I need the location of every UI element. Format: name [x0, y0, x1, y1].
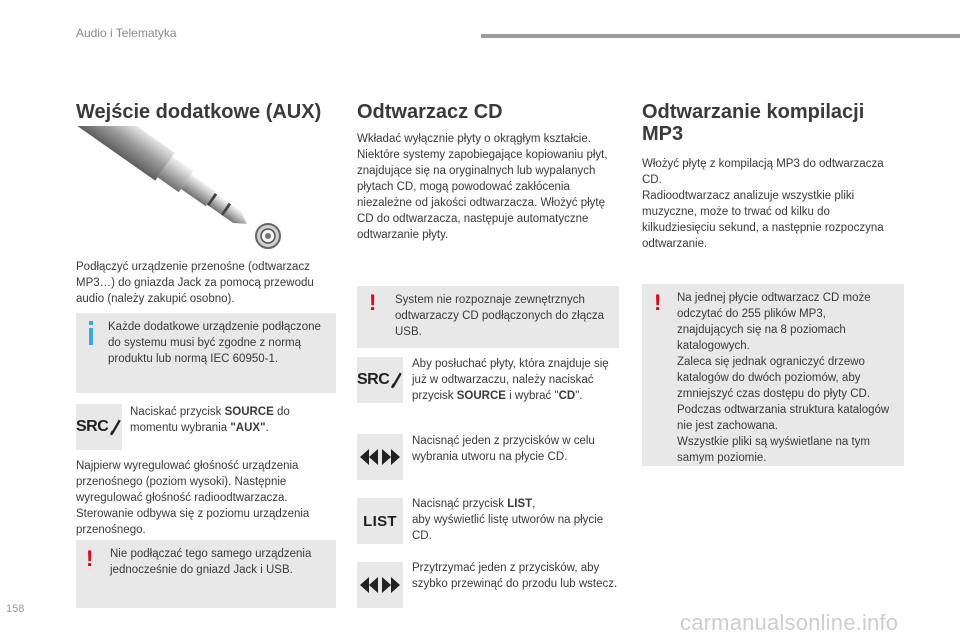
info-icon: [89, 321, 93, 325]
fast-seek-buttons-icon: [357, 562, 403, 608]
warning-icon: !: [86, 546, 94, 571]
mp3-warning-box: [642, 284, 904, 466]
watermark: carmanualsonline.info: [680, 610, 899, 635]
source-end: .: [265, 422, 269, 434]
src-swoosh-icon: [391, 371, 403, 389]
jack-plug-illustration: [78, 126, 288, 250]
list-icon-label: LIST: [363, 512, 397, 530]
aux-info-text: Każde dodatkowe urządzenie podłączone do systemu musi być zgodne z normą produktu lub normą IEC 60950-1.: [108, 321, 321, 365]
warning-icon: !: [369, 290, 377, 315]
cd-list-bold: LIST: [507, 498, 533, 510]
aux-intro: Podłączyć urządzenie przenośne (odtwarzacz MP3…) do gniazda Jack za pomocą przewodu audio (należy zakupić osobno).: [76, 261, 314, 305]
cd-intro: Wkładać wyłącznie płyty o okrągłym kształcie. Niektóre systemy zapobiegające kopiowaniu płyt, znajdujące się na oryginalnych lub wypalanych płytach CD, mogą powodować zakłócenia niezależne od jakości odtwarzacza. Włożyć płytę CD do odtwarzacza, następuje automatyczne odtwarzanie płyty.: [357, 133, 608, 241]
list-button-icon: [357, 498, 403, 544]
warning-icon: !: [654, 290, 662, 315]
info-icon-bar: [89, 328, 93, 345]
cd-source-value: CD: [558, 390, 576, 402]
source-bold: SOURCE: [224, 406, 274, 418]
header-title: Audio i Telematyka: [76, 26, 177, 40]
cd-list-pre: Nacisnąć przycisk: [412, 498, 508, 510]
cd-source-pre: Aby posłuchać płyty, która znajduje się już w odtwarzaczu, należy naciskać przycisk: [412, 358, 609, 402]
source-pre: Naciskać przycisk: [130, 406, 225, 418]
aux-adjust: Najpierw wyregulować głośność urządzenia przenośnego (poziom wysoki). Następnie wyregulować głośność radioodtwarzacza. Sterowanie odbywa się z poziomu urządzenia przenośnego.: [76, 460, 310, 536]
cd-source-text: [412, 356, 618, 404]
cd-track-text: Nacisnąć jeden z przycisków w celu wybrania utworu na płycie CD.: [412, 435, 595, 463]
source-value: "AUX": [230, 422, 266, 434]
cd-source-end: ".: [575, 390, 583, 402]
source-mid: do momentu wybrania: [130, 406, 290, 434]
cd-seek-text: Przytrzymać jeden z przycisków, aby szybko przewinąć do przodu lub wstecz.: [412, 562, 618, 590]
cd-list-end: , aby wyświetlić listę utworów na płycie CD.: [412, 498, 604, 542]
cd-source-bold: SOURCE: [456, 390, 506, 402]
cd-warning-text: System nie rozpoznaje zewnętrznych odtwarzaczy CD podłączonych do złącza USB.: [395, 294, 605, 338]
header-bar: [481, 34, 960, 38]
cd-list-text: [412, 496, 618, 544]
aux-info-box: [76, 313, 336, 393]
track-skip-buttons-icon: [357, 434, 403, 480]
aux-source-text: [130, 404, 330, 436]
cd-source-mid: i wybrać ": [505, 390, 559, 402]
aux-warning-text: Nie podłączać tego samego urządzenia jednocześnie do gniazd Jack i USB.: [110, 548, 312, 576]
cd-heading: Odtwarzacz CD: [357, 101, 503, 123]
aux-warning-box: [76, 540, 336, 608]
cd-warning-box: [357, 286, 619, 348]
mp3-heading: Odtwarzanie kompilacji MP3: [642, 101, 865, 145]
source-button-icon: [76, 404, 122, 450]
aux-heading: Wejście dodatkowe (AUX): [76, 101, 322, 123]
mp3-warning-text: Na jednej płycie odtwarzacz CD może odczytać do 255 plików MP3, znajdujących się na 8 poziomach katalogowych. Zaleca się jednak ograniczyć drzewo katalogów do dwóch poziomów, aby zmniejszyć czas dostępu do płyty CD. Podczas odtwarzania struktura katalogów nie jest zachowana. Wszystkie pliki są wyświetlane na tym samym poziomie.: [677, 292, 890, 464]
page-number: 158: [6, 603, 25, 615]
src-icon-label: SRC: [76, 418, 109, 435]
src-icon-label: SRC: [357, 371, 390, 388]
src-swoosh-icon: [110, 418, 122, 436]
mp3-intro: Włożyć płytę z kompilacją MP3 do odtwarzacza CD. Radioodtwarzacz analizuje wszystkie pliki muzyczne, może to trwać od kilku do kilkudziesięciu sekund, a następnie rozpoczyna odtwarzanie.: [642, 158, 884, 250]
source-button-icon: [357, 357, 403, 403]
